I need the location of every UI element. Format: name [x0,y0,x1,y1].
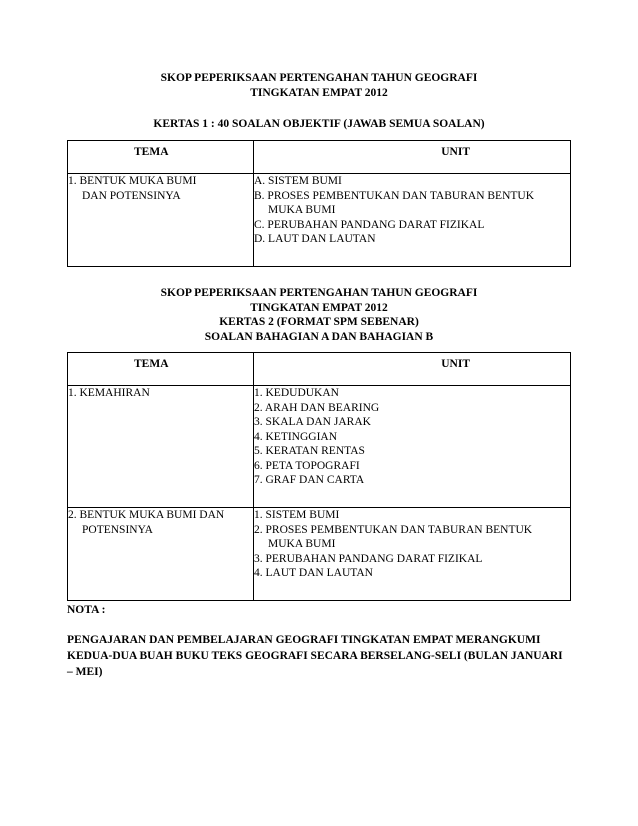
paper2-unit-item: 1. SISTEM BUMI [254,509,340,521]
paper1-table-header [68,141,571,174]
paper1-row1-tema-line2: DAN POTENSINYA [82,189,181,202]
paper2-unit-item: 3. SKALA DAN JARAK [254,416,371,428]
paper2-header-unit: UNIT [254,353,571,386]
paper1-unit-item: A. SISTEM BUMI [254,175,342,187]
paper2-row2-tema-line2: POTENSINYA [82,523,153,536]
paper1-title-line2: TINGKATAN EMPAT 2012 [250,86,388,99]
paper1-subtitle-text: KERTAS 1 : 40 SOALAN OBJEKTIF (JAWAB SEMUA SOALAN) [153,118,485,130]
paper2-unit-item: 5. KERATAN RENTAS [254,445,365,457]
paper2-row-1 [68,386,571,508]
paper1-title-line1: SKOP PEPERIKSAAN PERTENGAHAN TAHUN GEOGRAFI [160,72,478,84]
paper1-unit-item: MUKA BUMI [268,204,336,216]
paper1-row1-tema-line1: 1. BENTUK MUKA BUMI [68,175,197,187]
paper1-subtitle [0,117,638,132]
paper2-row1-units [254,386,571,508]
paper2-unit-item: MUKA BUMI [268,538,336,550]
paper2-row2-tema-line1: 2. BENTUK MUKA BUMI DAN [68,509,225,521]
paper2-unit-item: 7. GRAF DAN CARTA [254,474,365,486]
paper2-unit-item: 2. ARAH DAN BEARING [254,401,380,414]
paper2-title-line1: SKOP PEPERIKSAAN PERTENGAHAN TAHUN GEOGRAFI [160,287,478,299]
paper2-table-header [68,353,571,386]
paper2-table [67,352,571,601]
paper2-unit-item: 6. PETA TOPOGRAFI [254,459,360,472]
paper2-unit-item: 3. PERUBAHAN PANDANG DARAT FIZIKAL [254,552,483,565]
paper1-unit-item: D. LAUT DAN LAUTAN [254,233,376,245]
paper2-row1-tema-text: 1. KEMAHIRAN [68,387,150,399]
paper2-unit-item: 4. LAUT DAN LAUTAN [254,567,373,579]
paper2-row2-units [254,508,571,601]
paper1-row1-tema [68,174,254,267]
paper2-title-line4: SOALAN BAHAGIAN A DAN BAHAGIAN B [204,330,434,343]
paper2-unit-item: 2. PROSES PEMBENTUKAN DAN TABURAN BENTUK [254,523,533,536]
paper1-row-1 [68,174,571,267]
paper2-header-tema: TEMA [68,353,254,386]
paper2-title-line2: TINGKATAN EMPAT 2012 [250,301,388,314]
paper1-row1-units [254,174,571,267]
paper2-unit-item: 1. KEDUDUKAN [254,387,339,399]
paper2-row-2 [68,508,571,601]
paper2-row1-tema [68,386,254,508]
paper2-title-line3: KERTAS 2 (FORMAT SPM SEBENAR) [219,316,419,328]
nota-text: PENGAJARAN DAN PEMBELAJARAN GEOGRAFI TINGKATAN EMPAT MERANGKUMI KEDUA-DUA BUAH BUKU TEKS GEOGRAFI SECARA BERSELANG-SELI (BULAN JANUARI – MEI) [67,634,563,678]
paper1-heading [0,71,638,100]
paper1-header-tema: TEMA [68,141,254,174]
paper1-unit-item: C. PERUBAHAN PANDANG DARAT FIZIKAL [254,218,485,231]
paper1-header-unit: UNIT [254,141,571,174]
paper1-table [67,140,571,267]
paper2-unit-item: 4. KETINGGIAN [254,430,338,443]
paper2-heading [0,286,638,344]
paper2-row2-tema [68,508,254,601]
nota-label: NOTA : [67,604,106,616]
paper1-unit-item: B. PROSES PEMBENTUKAN DAN TABURAN BENTUK [254,189,535,202]
